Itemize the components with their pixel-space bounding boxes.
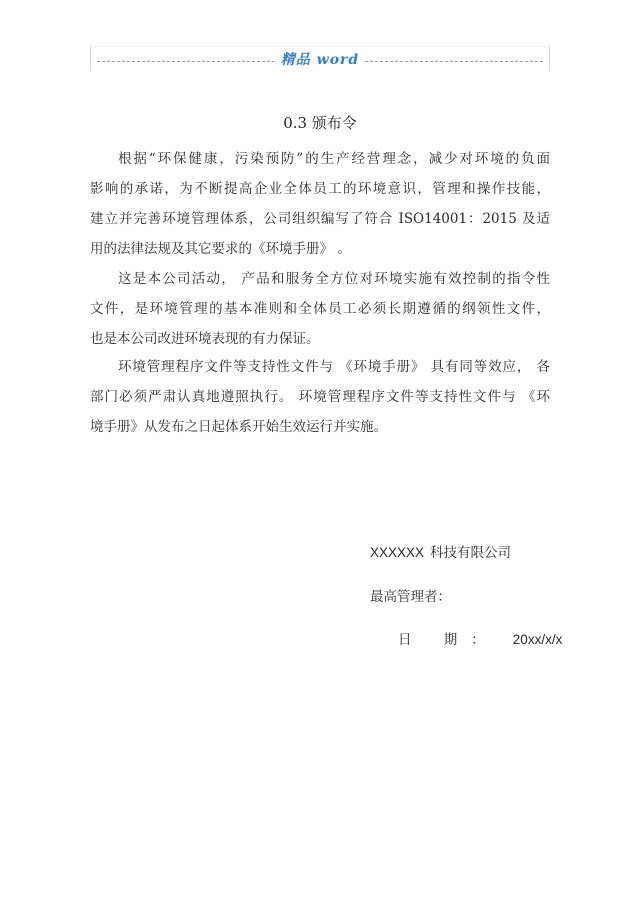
- paragraph-line: 用的法律法规及其它要求的《环境手册》 。: [90, 241, 351, 257]
- page-header: [90, 46, 550, 71]
- header-divider-right: [365, 61, 543, 62]
- paragraph-line: 根据“环保健康，污染预防”的生产经营理念，减少对环境的负面: [118, 151, 550, 167]
- header-divider-left: [97, 61, 275, 62]
- paragraph-line: 建立并完善环境管理体系，公司组织编写了符合 ISO14001：2015 及适: [90, 211, 550, 227]
- paragraph-line: 这是本公司活动， 产品和服务全方位对环境实施有效控制的指令性: [118, 271, 550, 287]
- company-code: XXXXXX: [370, 545, 425, 560]
- signature-manager-label: 最高管理者：: [370, 589, 451, 605]
- header-logo: 精品 word: [280, 52, 360, 68]
- paragraph-line: 文件，是环境管理的基本准则和全体员工必须长期遵循的纲领性文件，: [90, 301, 550, 317]
- paragraph-1: [90, 144, 550, 264]
- paragraph-line: 环境管理程序文件等支持性文件与 《环境手册》 具有同等效应， 各: [118, 359, 550, 375]
- paragraph-line: 也是本公司改进环境表现的有力保证。: [90, 331, 320, 347]
- date-value: 20xx/x/x: [512, 632, 563, 647]
- date-label: 日 期：: [398, 632, 499, 648]
- paragraph-line: 影响的承诺，为不断提高企业全体员工的环境意识，管理和操作技能，: [90, 181, 550, 197]
- signature-date: [398, 628, 562, 648]
- paragraph-line: 部门必须严肃认真地遵照执行。 环境管理程序文件等支持性文件与 《环: [90, 389, 550, 405]
- paragraph-line: 境手册》从发布之日起体系开始生效运行并实施。: [90, 419, 387, 435]
- paragraph-3: [90, 352, 550, 442]
- paragraph-2: [90, 264, 550, 354]
- signature-company: [370, 541, 511, 561]
- company-name: 科技有限公司: [430, 545, 512, 561]
- document-title: 0.3 颁布令: [283, 114, 357, 132]
